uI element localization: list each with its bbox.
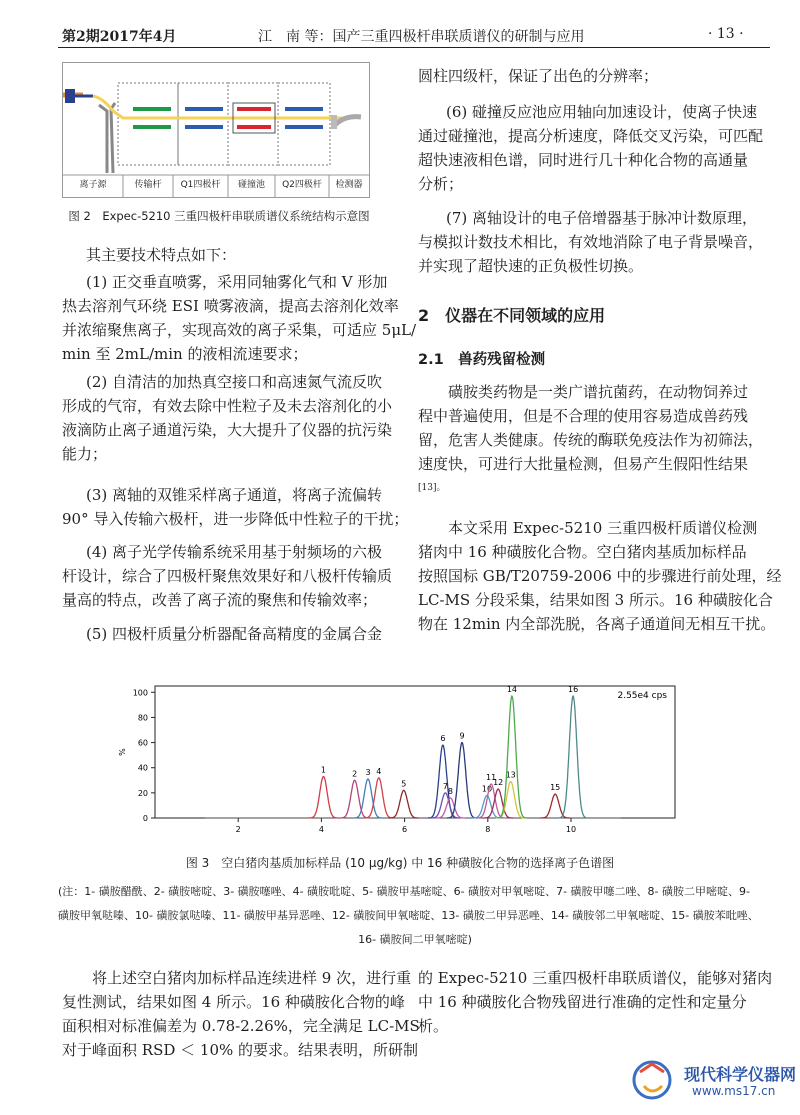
- label-detector: 检测器: [335, 180, 363, 190]
- text-line: 按照国标 GB/T20759-2006 中的步骤进行前处理，经: [418, 567, 782, 585]
- text-line: min 至 2mL/min 的液相流速要求；: [62, 345, 308, 363]
- text-line: 磺胺类药物是一类广谱抗菌药，在动物饲养过: [448, 383, 749, 401]
- sulfonamide-intro: [418, 380, 764, 500]
- text-line: 其主要技术特点如下：: [86, 246, 237, 264]
- peak-3: [353, 779, 383, 818]
- peak-label-2: 2: [352, 769, 358, 779]
- note-line: 16- 磺胺间二甲氧嘧啶): [358, 933, 472, 946]
- text-line: 形成的气帘，有效去除中性粒子及未去溶剂化的小: [62, 397, 393, 415]
- peak-9: [447, 743, 477, 818]
- text-line: 复性测试，结果如图 4 所示。16 种磺胺化合物的峰: [62, 993, 405, 1011]
- text-line: (5) 四极杆质量分析器配备高精度的金属合金: [86, 625, 383, 643]
- text-line: 并实现了超快速的正负极性切换。: [418, 257, 644, 275]
- section-heading: 2 仪器在不同领域的应用: [418, 306, 606, 325]
- label-transfer-rod: 传输杆: [134, 180, 162, 190]
- q2-chamber: [278, 83, 330, 165]
- y-axis-label: %: [118, 748, 127, 756]
- peak-5: [389, 790, 419, 818]
- feature-7: [418, 206, 764, 278]
- note-line: (注：1- 磺胺醋酰、2- 磺胺嘧啶、3- 磺胺噻唑、4- 磺胺吡啶、5- 磺胺甲基嘧啶、6- 磺胺对甲氧嘧啶、7- 磺胺甲噻二唑、8- 磺胺二甲嘧啶、9-: [58, 885, 750, 898]
- feature-6: [418, 100, 764, 196]
- intensity-annotation: 2.55e4 cps: [617, 691, 667, 701]
- ion-source-icon: [65, 89, 75, 103]
- peak-label-13: 13: [505, 770, 516, 780]
- text-line: 并浓缩聚焦离子，实现高效的离子采集，可适应 5μL/: [62, 321, 417, 339]
- text-line: 面积相对标准偏差为 0.78-2.26%，完全满足 LC-MS: [62, 1017, 420, 1035]
- watermark-site-name: 现代科学仪器网: [684, 1065, 797, 1084]
- text-line: (3) 离轴的双锥采样离子通道，将离子流偏转: [86, 486, 383, 504]
- method-paragraph: [418, 516, 782, 636]
- text-line: LC-MS 分段采集，结果如图 3 所示。16 种磺胺化合: [418, 591, 773, 609]
- subsection-heading: 2.1 兽药残留检测: [418, 352, 546, 368]
- feature-3: [62, 483, 409, 531]
- peak-1: [309, 777, 339, 819]
- peak-16: [558, 696, 588, 818]
- y-tick-label: 20: [137, 788, 148, 798]
- text-line: 能力；: [62, 445, 108, 463]
- text-line: 90° 导入传输六极杆，进一步降低中性粒子的干扰；: [62, 510, 409, 528]
- sampling-cone-icon: [99, 105, 107, 173]
- peak-label-12: 12: [493, 778, 504, 788]
- peak-label-8: 8: [447, 786, 453, 796]
- peak-label-4: 4: [376, 766, 382, 776]
- peak-4: [364, 778, 394, 818]
- figure-2-caption: 图 2 Expec-5210 三重四极杆串联质谱仪系统结构示意图: [68, 209, 370, 223]
- text-line: 程中普遍使用，但是不合理的使用容易造成兽药残: [418, 407, 749, 425]
- feature-5: [62, 622, 384, 646]
- y-tick-label: 80: [137, 713, 148, 723]
- label-q2: Q2四极杆: [282, 180, 322, 190]
- text-line: 分析；: [418, 175, 464, 193]
- journal-issue: 第2期2017年4月: [62, 29, 177, 45]
- watermark-url: www.ms17.cn: [692, 1084, 776, 1098]
- peak-label-5: 5: [401, 779, 407, 789]
- peak-label-14: 14: [506, 685, 518, 695]
- text-line: (4) 离子光学传输系统采用基于射频场的六极: [86, 543, 383, 561]
- collision-cell-chamber: [228, 83, 278, 165]
- watermark-logo-icon: [630, 1056, 678, 1104]
- label-collision-cell: 碰撞池: [237, 180, 265, 190]
- conclusion-paragraph: [418, 966, 773, 1038]
- feature-1: [62, 270, 417, 366]
- note-line: 磺胺甲氧哒嗪、10- 磺胺氯哒嗪、11- 磺胺甲基异恶唑、12- 磺胺间甲氧嘧啶、13- 磺胺二甲异恶唑、14- 磺胺邻二甲氧嘧啶、15- 磺胺苯吡唑、: [58, 909, 759, 922]
- x-tick-label: 10: [565, 825, 577, 834]
- text-line: 杆设计，综合了四极杆聚焦效果好和八极杆传输质: [62, 567, 393, 585]
- y-tick-label: 60: [137, 738, 148, 748]
- label-ion-source: 离子源: [79, 180, 107, 190]
- peak-label-7: 7: [442, 781, 448, 791]
- peak-label-1: 1: [320, 765, 327, 775]
- header-rule: [58, 47, 770, 48]
- q1-chamber: [178, 83, 228, 165]
- text-line: 液滴防止离子通道污染，大大提升了仪器的抗污染: [62, 421, 393, 439]
- citation: [13]。: [418, 483, 446, 493]
- text-line: 将上述空白猪肉加标样品连续进样 9 次，进行重: [92, 969, 412, 987]
- figure-3-caption: 图 3 空白猪肉基质加标样品 (10 μg/kg) 中 16 种磺胺化合物的选择离子色谱图: [185, 856, 615, 870]
- figure-3-note: [58, 880, 772, 952]
- y-tick-label: 40: [137, 763, 148, 773]
- peak-label-16: 16: [567, 685, 579, 695]
- figure-3-chromatogram: [115, 678, 685, 846]
- feature-4: [62, 540, 393, 612]
- text-line: 量高的特点，改善了离子流的聚焦和传输效率；: [62, 591, 378, 609]
- transfer-rod-chamber: [118, 83, 178, 165]
- text-line: 对于峰面积 RSD ＜ 10% 的要求。结果表明，所研制: [62, 1041, 419, 1059]
- x-tick-label: 2: [235, 825, 241, 834]
- figure-2-diagram: [62, 62, 370, 198]
- peak-label-15: 15: [550, 783, 561, 793]
- peak-label-11: 11: [486, 773, 497, 783]
- plot-frame: [155, 686, 675, 818]
- y-tick-label: 0: [142, 814, 148, 823]
- text-line: 猪肉中 16 种磺胺化合物。空白猪肉基质加标样品: [418, 543, 747, 561]
- text-line: 通过碰撞池，提高分析速度，降低交叉污染，可匹配: [418, 127, 764, 145]
- peak-label-10: 10: [481, 784, 493, 794]
- text-line: 速度快，可进行大批量检测，但易产生假阳性结果: [418, 455, 749, 473]
- text-line: 中 16 种磺胺化合物残留进行准确的定性和定量分: [418, 993, 747, 1011]
- page-number: · 13 ·: [708, 26, 744, 42]
- x-tick-label: 8: [485, 825, 491, 834]
- label-q1: Q1四极杆: [180, 180, 221, 190]
- x-tick-label: 4: [318, 825, 324, 834]
- text-line: 本文采用 Expec-5210 三重四极杆质谱仪检测: [448, 519, 758, 537]
- text-line: 热去溶剂气环绕 ESI 喷雾液滴，提高去溶剂化效率: [62, 297, 399, 315]
- text-line: 的 Expec-5210 三重四极杆串联质谱仪，能够对猪肉: [418, 969, 773, 987]
- feature-2: [62, 370, 393, 466]
- text-line: (2) 自清洁的加热真空接口和高速氮气流反吹: [86, 373, 383, 391]
- text-line: 与模拟计数技术相比，有效地消除了电子背景噪音，: [418, 233, 764, 251]
- peak-label-6: 6: [440, 734, 446, 744]
- text-line: 留，危害人类健康。传统的酶联免疫法作为初筛法，: [418, 431, 764, 449]
- peak-label-9: 9: [459, 731, 465, 741]
- text-line: (1) 正交垂直喷雾，采用同轴雾化气和 V 形加: [86, 273, 388, 291]
- running-title: 江 南 等：国产三重四极杆串联质谱仪的研制与应用: [258, 29, 585, 45]
- feature-5-continued: [418, 64, 758, 88]
- text-line: 超快速液相色谱，同时进行几十种化合物的高通量: [418, 151, 749, 169]
- chromatogram-plot: [115, 678, 685, 846]
- x-tick-label: 6: [402, 825, 408, 834]
- text-line: (7) 离轴设计的电子倍增器基于脉冲计数原理，: [446, 209, 758, 227]
- y-tick-label: 100: [132, 688, 148, 698]
- intro-text: [86, 243, 386, 267]
- repeatability-paragraph: [62, 966, 420, 1062]
- peak-label-3: 3: [365, 768, 371, 778]
- text-line: 圆柱四级杆，保证了出色的分辨率；: [418, 67, 659, 85]
- text-line: 析。: [418, 1017, 449, 1035]
- text-line: (6) 碰撞反应池应用轴向加速设计，使离子快速: [446, 103, 758, 121]
- text-line: 物在 12min 内全部洗脱，各离子通道间无相互干扰。: [418, 615, 776, 633]
